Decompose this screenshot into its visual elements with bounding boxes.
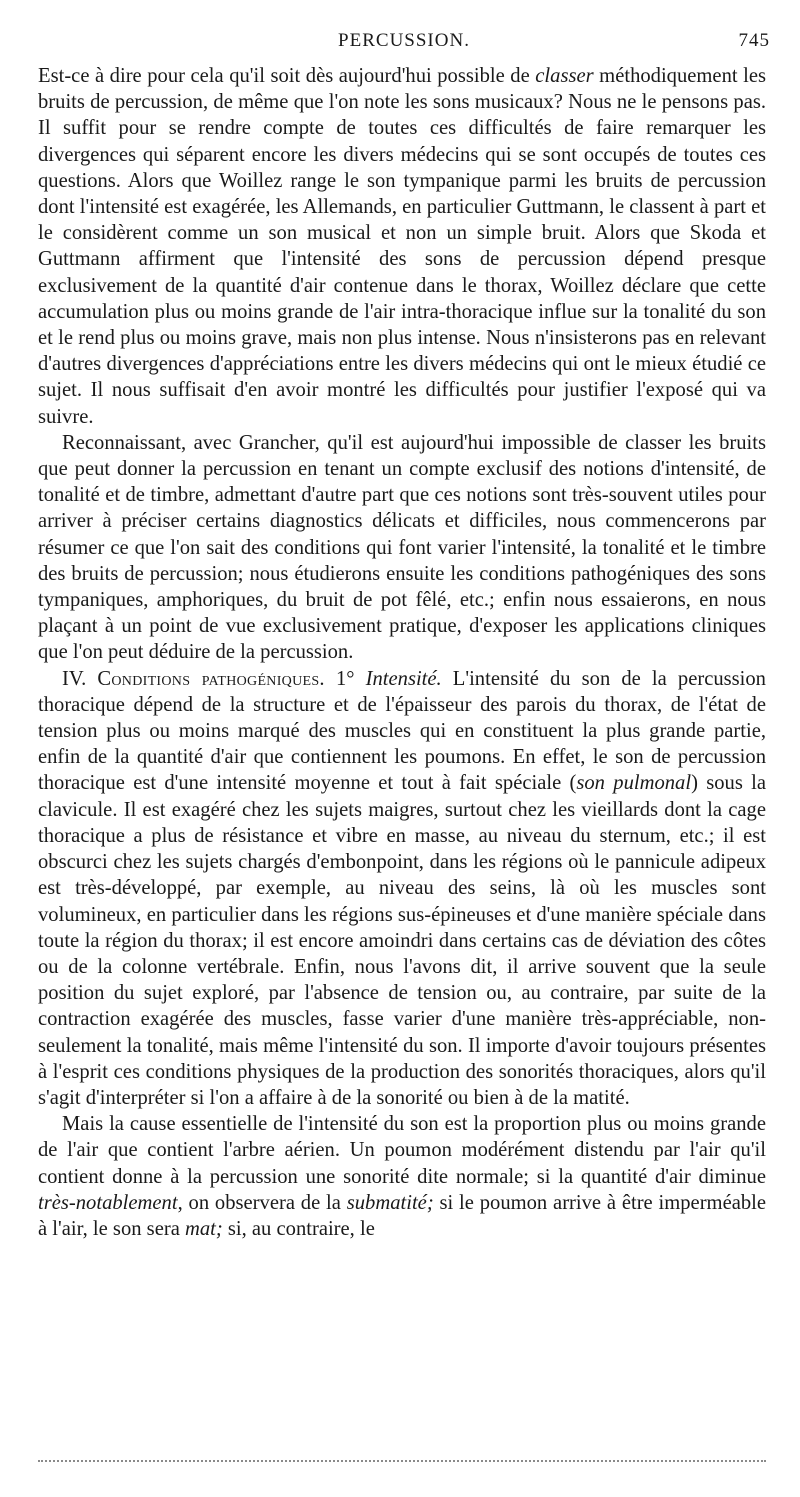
paragraph-text: si, au contraire, le (222, 1217, 375, 1240)
italic-term: très-notablement (38, 1191, 178, 1214)
paragraph-text: méthodiquement les bruits de percussion, de même que l'on note les sons musicaux? Nous ne le pensons pas. Il suffit pour se rendre compte de toutes ces difficultés de faire remarquer les divergences qui séparent encore les divers médecins qui se sont occupés de toutes ces questions. Alors que Woillez range le son tympanique parmi les bruits de percussion dont l'intensité est exagérée, les Allemands, en particulier Guttmann, le classent à part et le considèrent comme un son musical et non un simple bruit. Alors que Skoda et Guttmann affirment que l'intensité des sons de percussion dépend presque exclusivement de la quantité d'air contenue dans le thorax, Woillez déclare que cette accumulation plus ou moins grande de l'air intra-thoracique influe sur la tonalité du son et le rend plus ou moins grave, mais non plus intense. Nous n'insisterons pas en relevant d'autres divergences d'appréciations entre les divers médecins qui ont le mieux étudié ce sujet. Il nous suffisait d'en avoir montré les difficultés pour justifier l'exposé qui va suivre. (38, 65, 767, 428)
paragraph-4 (38, 1111, 766, 1242)
section-heading: Conditions pathogéniques. (97, 667, 325, 690)
section-numeral: IV. (62, 667, 98, 690)
paragraph-text: si le poumon arrive à être imperméable à l'air, le son sera (38, 1191, 767, 1240)
page-header (38, 30, 770, 56)
italic-term: classer (535, 65, 594, 87)
paragraph-1 (38, 63, 766, 430)
footer-dotted-rule (38, 1460, 766, 1462)
paragraph-text: ) sous la clavicule. Il est exagéré chez les sujets maigres, surtout chez les vieillards dont la cage thoracique a plus de résistance et vibre en masse, au niveau du sternum, etc.; il est obscurci chez les sujets chargés d'embonpoint, dans les régions où le pannicule adipeux est très-développé, par exemple, au niveau des seins, là où les muscles sont volumineux, en particulier dans les régions sus-épineuses et d'une manière spéciale dans toute la région du thorax; il est encore amoindri dans certains cas de déviation des côtes ou de la colonne vertébrale. Enfin, nous l'avons dit, il arrive souvent que la seule position du sujet exploré, par l'absence de tension ou, au contraire, par suite de la contraction exagérée des muscles, fasse varier d'une manière très-appréciable, non-seulement la tonalité, mais même l'intensité du son. Il importe d'avoir toujours présentes à l'esprit ces conditions physiques de la production des sonorités thoraciques, alors qu'il s'agit d'interpréter si l'on a affaire à de la sonorité ou bien à de la matité. (38, 772, 767, 1109)
subsection-heading: Intensité. (365, 667, 442, 690)
paragraph-2 (38, 430, 766, 666)
paragraph-text: Est-ce à dire pour cela qu'il soit dès aujourd'hui possible de (38, 65, 536, 87)
subsection-number: 1° (324, 667, 366, 690)
italic-term: mat; (184, 1217, 223, 1240)
paragraph-text: Mais la cause essentielle de l'intensité du son est la proportion plus ou moins grande de l'air que contient l'arbre aérien. Un poumon modérément distendu par l'air qu'il contient donne à la percussion une sonorité dite normale; si la quantité d'air diminue (38, 1113, 766, 1188)
body-text (38, 63, 766, 1242)
italic-term: submatité; (346, 1191, 434, 1214)
paragraph-text: L'intensité du son de la percussion thoracique dépend de la structure et de l'épaisseur des parois du thorax, de l'état de tension plus ou moins marqué des muscles qui en constituent la plus grande partie, enfin de la quantité d'air que contiennent les poumons. En effet, le son de percussion thoracique est d'une intensité moyenne et tout à fait spéciale ( (38, 667, 766, 795)
page-number: 745 (738, 30, 770, 51)
paragraph-text: , on observera de la (177, 1191, 347, 1214)
italic-term: son pulmonal (576, 772, 692, 795)
paragraph-3 (38, 666, 766, 1111)
running-head: PERCUSSION. (338, 30, 470, 51)
paragraph-text: Reconnaissant, avec Grancher, qu'il est aujourd'hui impossible de classer les bruits que peut donner la percussion en tenant un compte exclusif des notions d'intensité, de tonalité et de timbre, admettant d'autre part que ces notions sont très-souvent utiles pour arriver à préciser certains diagnostics délicats et difficiles, nous commencerons par résumer ce que l'on sait des conditions qui font varier l'intensité, la tonalité et le timbre des bruits de percussion; nous étudierons ensuite les conditions pathogéniques des sons tympaniques, amphoriques, du bruit de pot fêlé, etc.; enfin nous essaierons, en nous plaçant à un point de vue exclusivement pratique, d'exposer les applications cliniques que l'on peut déduire de la percussion. (38, 431, 766, 664)
